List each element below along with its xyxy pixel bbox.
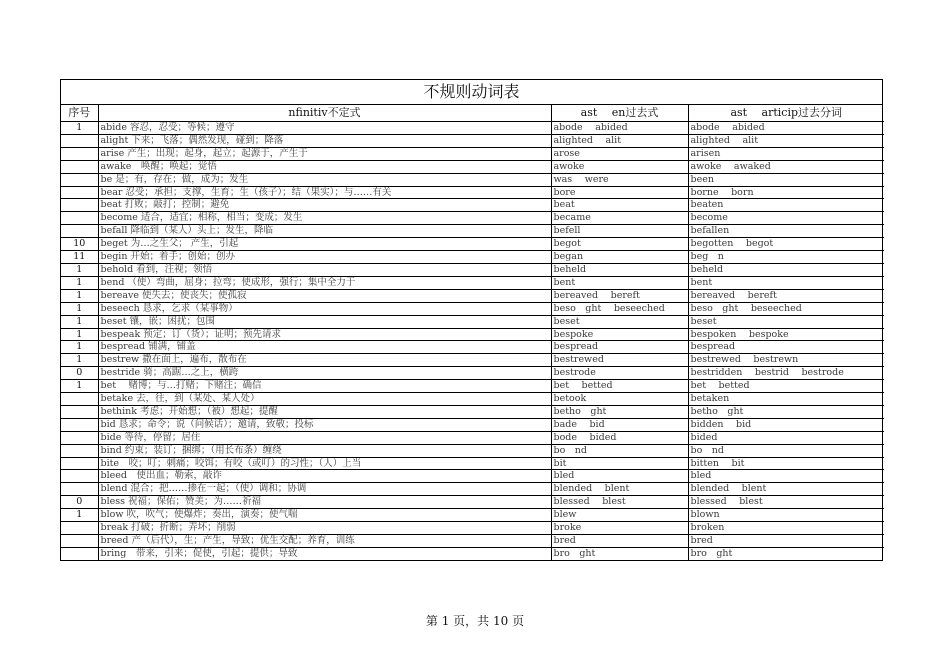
past-participle-cell: bred (688, 535, 884, 548)
sheet-title: 不规则动词表 (61, 80, 882, 105)
table-row (61, 354, 884, 367)
table-row (61, 302, 884, 315)
row-number: 1 (61, 276, 98, 289)
row-number (61, 173, 98, 186)
table-row (61, 186, 884, 199)
past-participle-cell: abode abided (688, 122, 884, 135)
infinitive-cell: be 是；有，存在；做，成为；发生 (98, 173, 551, 186)
infinitive-cell: bide 等待，停留；居住 (98, 431, 551, 444)
past-participle-cell: betho ght (688, 405, 884, 418)
row-number (61, 470, 98, 483)
table-row (61, 496, 884, 509)
infinitive-cell: beseech 恳求，乞求（某事物） (98, 302, 551, 315)
table-row (61, 263, 884, 276)
infinitive-cell: bless 祝福；保佑；赞美；为……祈福 (98, 496, 551, 509)
past-tense-cell: began (551, 251, 688, 264)
past-tense-cell: bro ght (551, 547, 688, 559)
table-row (61, 160, 884, 173)
row-number: 1 (61, 380, 98, 393)
infinitive-cell: blow 吹，吹气；使爆炸；奏出，演奏；使气喘 (98, 509, 551, 522)
row-number (61, 199, 98, 212)
past-participle-cell: bestridden bestrid bestrode (688, 367, 884, 380)
past-participle-cell: bro ght (688, 547, 884, 559)
past-participle-cell: bitten bit (688, 457, 884, 470)
row-number: 1 (61, 315, 98, 328)
infinitive-cell: break 打破；折断；弄坏；削弱 (98, 522, 551, 535)
past-tense-cell: was were (551, 173, 688, 186)
infinitive-cell: behold 看到，注视；领悟 (98, 263, 551, 276)
table-row (61, 122, 884, 135)
table-row (61, 470, 884, 483)
past-tense-cell: alighted alit (551, 134, 688, 147)
past-tense-cell: blew (551, 509, 688, 522)
row-number (61, 418, 98, 431)
row-number: 0 (61, 496, 98, 509)
table-row (61, 405, 884, 418)
infinitive-cell: beset 镶，嵌；困扰；包围 (98, 315, 551, 328)
infinitive-cell: bereave 使失去；使丧失；使孤寂 (98, 289, 551, 302)
past-participle-cell: beg n (688, 251, 884, 264)
row-number: 0 (61, 367, 98, 380)
table-row (61, 341, 884, 354)
row-number (61, 212, 98, 225)
infinitive-cell: awake 唤醒；唤起；觉悟 (98, 160, 551, 173)
row-number (61, 522, 98, 535)
row-number: 1 (61, 289, 98, 302)
row-number (61, 147, 98, 160)
row-number: 10 (61, 238, 98, 251)
infinitive-cell: bestride 骑；高踞…之上，横跨 (98, 367, 551, 380)
infinitive-cell: bind 约束；装订；捆绑；（用长布条）缠绕 (98, 444, 551, 457)
table-row (61, 225, 884, 238)
row-number (61, 405, 98, 418)
row-number: 11 (61, 251, 98, 264)
past-tense-cell: bade bid (551, 418, 688, 431)
past-participle-cell: bestrewed bestrewn (688, 354, 884, 367)
row-number (61, 535, 98, 548)
irregular-verb-table (61, 105, 884, 560)
past-participle-cell: bled (688, 470, 884, 483)
past-tense-cell: beheld (551, 263, 688, 276)
table-row (61, 173, 884, 186)
past-tense-cell: arose (551, 147, 688, 160)
past-participle-cell: beso ght beseeched (688, 302, 884, 315)
header-past-participle: ast articip过去分词 (688, 105, 884, 122)
infinitive-cell: begin 开始；着手；创始；创办 (98, 251, 551, 264)
past-participle-cell: befallen (688, 225, 884, 238)
header-row (61, 105, 884, 122)
row-number: 1 (61, 341, 98, 354)
past-tense-cell: bred (551, 535, 688, 548)
past-participle-cell: awoke awaked (688, 160, 884, 173)
row-number: 1 (61, 302, 98, 315)
past-tense-cell: bo nd (551, 444, 688, 457)
table-row (61, 522, 884, 535)
past-participle-cell: bidden bid (688, 418, 884, 431)
row-number (61, 457, 98, 470)
past-participle-cell: bided (688, 431, 884, 444)
past-tense-cell: betho ght (551, 405, 688, 418)
table-row (61, 134, 884, 147)
past-participle-cell: arisen (688, 147, 884, 160)
infinitive-cell: bid 恳求；命令；说（问候话）；邀请，致敬；投标 (98, 418, 551, 431)
infinitive-cell: bleed 使出血；勒索，敲诈 (98, 470, 551, 483)
infinitive-cell: alight 下来；飞落；偶然发现，碰到；降落 (98, 134, 551, 147)
past-tense-cell: betook (551, 393, 688, 406)
past-tense-cell: became (551, 212, 688, 225)
infinitive-cell: bestrew 撒在面上，遍布，散布在 (98, 354, 551, 367)
infinitive-cell: bet 赌博；与…打赌；下赌注；确信 (98, 380, 551, 393)
infinitive-cell: become 适合，适宜；相称，相当；变成；发生 (98, 212, 551, 225)
table-row (61, 444, 884, 457)
past-participle-cell: blown (688, 509, 884, 522)
infinitive-cell: bend （使）弯曲，屈身；拉弯；使成形，强行；集中全力于 (98, 276, 551, 289)
row-number (61, 547, 98, 559)
row-number: 1 (61, 328, 98, 341)
infinitive-cell: bespeak 预定；订（货）；证明；预先请求 (98, 328, 551, 341)
table-row (61, 367, 884, 380)
past-participle-cell: broken (688, 522, 884, 535)
table-row (61, 212, 884, 225)
table-row (61, 483, 884, 496)
past-tense-cell: bespoke (551, 328, 688, 341)
past-participle-cell: bespread (688, 341, 884, 354)
row-number: 1 (61, 122, 98, 135)
infinitive-cell: bethink 考虑；开始想；（被）想起；提醒 (98, 405, 551, 418)
row-number (61, 134, 98, 147)
table-row (61, 547, 884, 559)
table-row (61, 418, 884, 431)
past-tense-cell: blended blent (551, 483, 688, 496)
table-row (61, 535, 884, 548)
table-row (61, 315, 884, 328)
table-row (61, 380, 884, 393)
row-number: 1 (61, 263, 98, 276)
past-tense-cell: blessed blest (551, 496, 688, 509)
verb-table-sheet (60, 79, 883, 561)
table-row (61, 238, 884, 251)
past-participle-cell: bo nd (688, 444, 884, 457)
table-row (61, 393, 884, 406)
page-footer: 第 1 页，共 10 页 (425, 614, 525, 628)
row-number (61, 160, 98, 173)
infinitive-cell: beget 为…之生父； 产生，引起 (98, 238, 551, 251)
past-tense-cell: bore (551, 186, 688, 199)
table-body (61, 122, 884, 560)
row-number: 1 (61, 354, 98, 367)
table-row (61, 457, 884, 470)
infinitive-cell: bite 咬；叮；刺痛；咬饵；有咬（或叮）的习性；（人）上当 (98, 457, 551, 470)
infinitive-cell: bespread 铺满，铺盖 (98, 341, 551, 354)
header-past-tense: ast en过去式 (551, 105, 688, 122)
infinitive-cell: breed 产（后代），生；产生，导致；优生交配；养育，训练 (98, 535, 551, 548)
table-row (61, 289, 884, 302)
table-row (61, 147, 884, 160)
table-row (61, 199, 884, 212)
past-tense-cell: begot (551, 238, 688, 251)
row-number (61, 393, 98, 406)
row-number (61, 431, 98, 444)
past-tense-cell: bestrode (551, 367, 688, 380)
past-participle-cell: borne born (688, 186, 884, 199)
past-tense-cell: awoke (551, 160, 688, 173)
table-row (61, 251, 884, 264)
past-participle-cell: beaten (688, 199, 884, 212)
past-participle-cell: begotten begot (688, 238, 884, 251)
row-number (61, 225, 98, 238)
infinitive-cell: blend 混合；把……掺在一起；（使）调和；协调 (98, 483, 551, 496)
infinitive-cell: befall 降临到（某人）头上；发生，降临 (98, 225, 551, 238)
table-row (61, 509, 884, 522)
past-tense-cell: bespread (551, 341, 688, 354)
table-row (61, 276, 884, 289)
past-participle-cell: blended blent (688, 483, 884, 496)
past-participle-cell: alighted alit (688, 134, 884, 147)
past-tense-cell: beat (551, 199, 688, 212)
past-tense-cell: bestrewed (551, 354, 688, 367)
header-number: 序号 (61, 105, 98, 122)
past-tense-cell: bet betted (551, 380, 688, 393)
past-participle-cell: bespoken bespoke (688, 328, 884, 341)
past-participle-cell: blessed blest (688, 496, 884, 509)
past-tense-cell: bereaved bereft (551, 289, 688, 302)
row-number: 1 (61, 509, 98, 522)
past-tense-cell: befell (551, 225, 688, 238)
past-tense-cell: beso ght beseeched (551, 302, 688, 315)
past-participle-cell: bent (688, 276, 884, 289)
row-number (61, 483, 98, 496)
infinitive-cell: betake 去，往，到（某处、某人处） (98, 393, 551, 406)
past-tense-cell: beset (551, 315, 688, 328)
past-participle-cell: been (688, 173, 884, 186)
infinitive-cell: arise 产生；出现；起身，起立；起源于，产生于 (98, 147, 551, 160)
infinitive-cell: abide 容忍，忍受；等候；遵守 (98, 122, 551, 135)
past-tense-cell: bled (551, 470, 688, 483)
past-tense-cell: abode abided (551, 122, 688, 135)
past-participle-cell: betaken (688, 393, 884, 406)
past-tense-cell: bode bided (551, 431, 688, 444)
past-tense-cell: broke (551, 522, 688, 535)
past-tense-cell: bit (551, 457, 688, 470)
past-participle-cell: beheld (688, 263, 884, 276)
infinitive-cell: bear 忍受；承担；支撑，生育；生（孩子）；结（果实）；与……有关 (98, 186, 551, 199)
past-participle-cell: bet betted (688, 380, 884, 393)
row-number (61, 444, 98, 457)
past-participle-cell: bereaved bereft (688, 289, 884, 302)
past-participle-cell: become (688, 212, 884, 225)
infinitive-cell: beat 打败；敲打；控制；避免 (98, 199, 551, 212)
table-row (61, 328, 884, 341)
past-tense-cell: bent (551, 276, 688, 289)
header-infinitive: nfinitiv不定式 (98, 105, 551, 122)
past-participle-cell: beset (688, 315, 884, 328)
table-row (61, 431, 884, 444)
infinitive-cell: bring 带来，引来；促使，引起；提供；导致 (98, 547, 551, 559)
row-number (61, 186, 98, 199)
